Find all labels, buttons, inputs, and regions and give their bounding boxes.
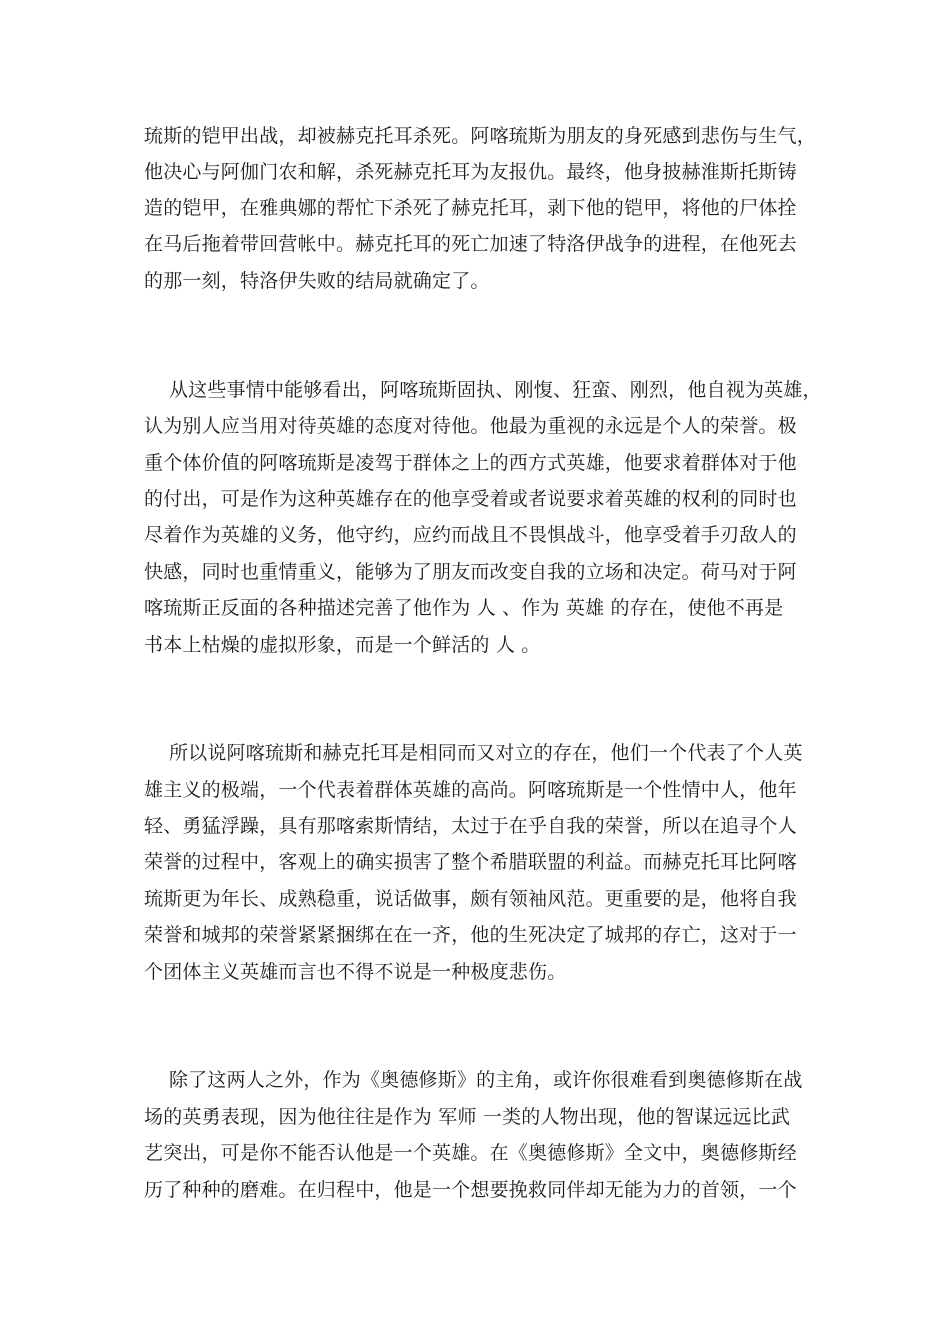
paragraph-1-line-3: 造的铠甲，在雅典娜的帮忙下杀死了赫克托耳，剥下他的铠甲，将他的尸体拴 [144,197,797,219]
paragraph-1-line-5: 的那一刻，特洛伊失败的结局就确定了。 [144,270,490,292]
paragraph-2-line-5: 尽着作为英雄的义务，他守约，应约而战且不畏惧战斗，他享受着手刃敌人的 [144,524,797,546]
paragraph-4-line-2: 场的英勇表现，因为他往往是作为 军师 一类的人物出现，他的智谋远远比武 [144,1106,791,1128]
paragraph-3-line-5: 琉斯更为年长、成熟稳重，说话做事，颇有领袖风范。更重要的是，他将自我 [144,888,797,910]
paragraph-3-line-2: 雄主义的极端，一个代表着群体英雄的高尚。阿喀琉斯是一个性情中人，他年 [144,779,797,801]
paragraph-2-line-4: 的付出，可是作为这种英雄存在的他享受着或者说要求着英雄的权利的同时也 [144,488,797,510]
paragraph-2-line-1: 从这些事情中能够看出，阿喀琉斯固执、刚愎、狂蛮、刚烈，他自视为英雄， [144,379,822,401]
paragraph-1-line-2: 他决心与阿伽门农和解，杀死赫克托耳为友报仇。最终，他身披赫淮斯托斯铸 [144,161,797,183]
paragraph-1-line-4: 在马后拖着带回营帐中。赫克托耳的死亡加速了特洛伊战争的进程，在他死去 [144,233,797,255]
paragraph-4-line-4: 历了种种的磨难。在归程中，他是一个想要挽救同伴却无能为力的首领，一个 [144,1179,797,1201]
paragraph-2-line-2: 认为别人应当用对待英雄的态度对待他。他最为重视的永远是个人的荣誉。极 [144,415,797,437]
paragraph-3-line-3: 轻、勇猛浮躁，具有那喀索斯情结，太过于在乎自我的荣誉，所以在追寻个人 [144,815,797,837]
paragraph-4-line-1: 除了这两人之外，作为《奥德修斯》的主角，或许你很难看到奥德修斯在战 [144,1069,803,1091]
paragraph-2-line-7: 喀琉斯正反面的各种描述完善了他作为 人 、作为 英雄 的存在，使他不再是 [144,597,784,619]
paragraph-4-line-3: 艺突出，可是你不能否认他是一个英雄。在《奥德修斯》全文中，奥德修斯经 [144,1142,797,1164]
paragraph-2-line-8: 书本上枯燥的虚拟形象，而是一个鲜活的 人 。 [144,634,541,656]
paragraph-2-line-3: 重个体价值的阿喀琉斯是凌驾于群体之上的西方式英雄，他要求着群体对于他 [144,452,797,474]
paragraph-3-line-4: 荣誉的过程中，客观上的确实损害了整个希腊联盟的利益。而赫克托耳比阿喀 [144,851,797,873]
paragraph-2-line-6: 快感，同时也重情重义，能够为了朋友而改变自我的立场和决定。荷马对于阿 [144,561,797,583]
paragraph-1-line-1: 琉斯的铠甲出战，却被赫克托耳杀死。阿喀琉斯为朋友的身死感到悲伤与生气， [144,125,817,147]
paragraph-3-line-1: 所以说阿喀琉斯和赫克托耳是相同而又对立的存在，他们一个代表了个人英 [144,742,803,764]
paragraph-3-line-6: 荣誉和城邦的荣誉紧紧捆绑在在一齐，他的生死决定了城邦的存亡，这对于一 [144,924,797,946]
paragraph-3-line-7: 个团体主义英雄而言也不得不说是一种极度悲伤。 [144,961,567,983]
